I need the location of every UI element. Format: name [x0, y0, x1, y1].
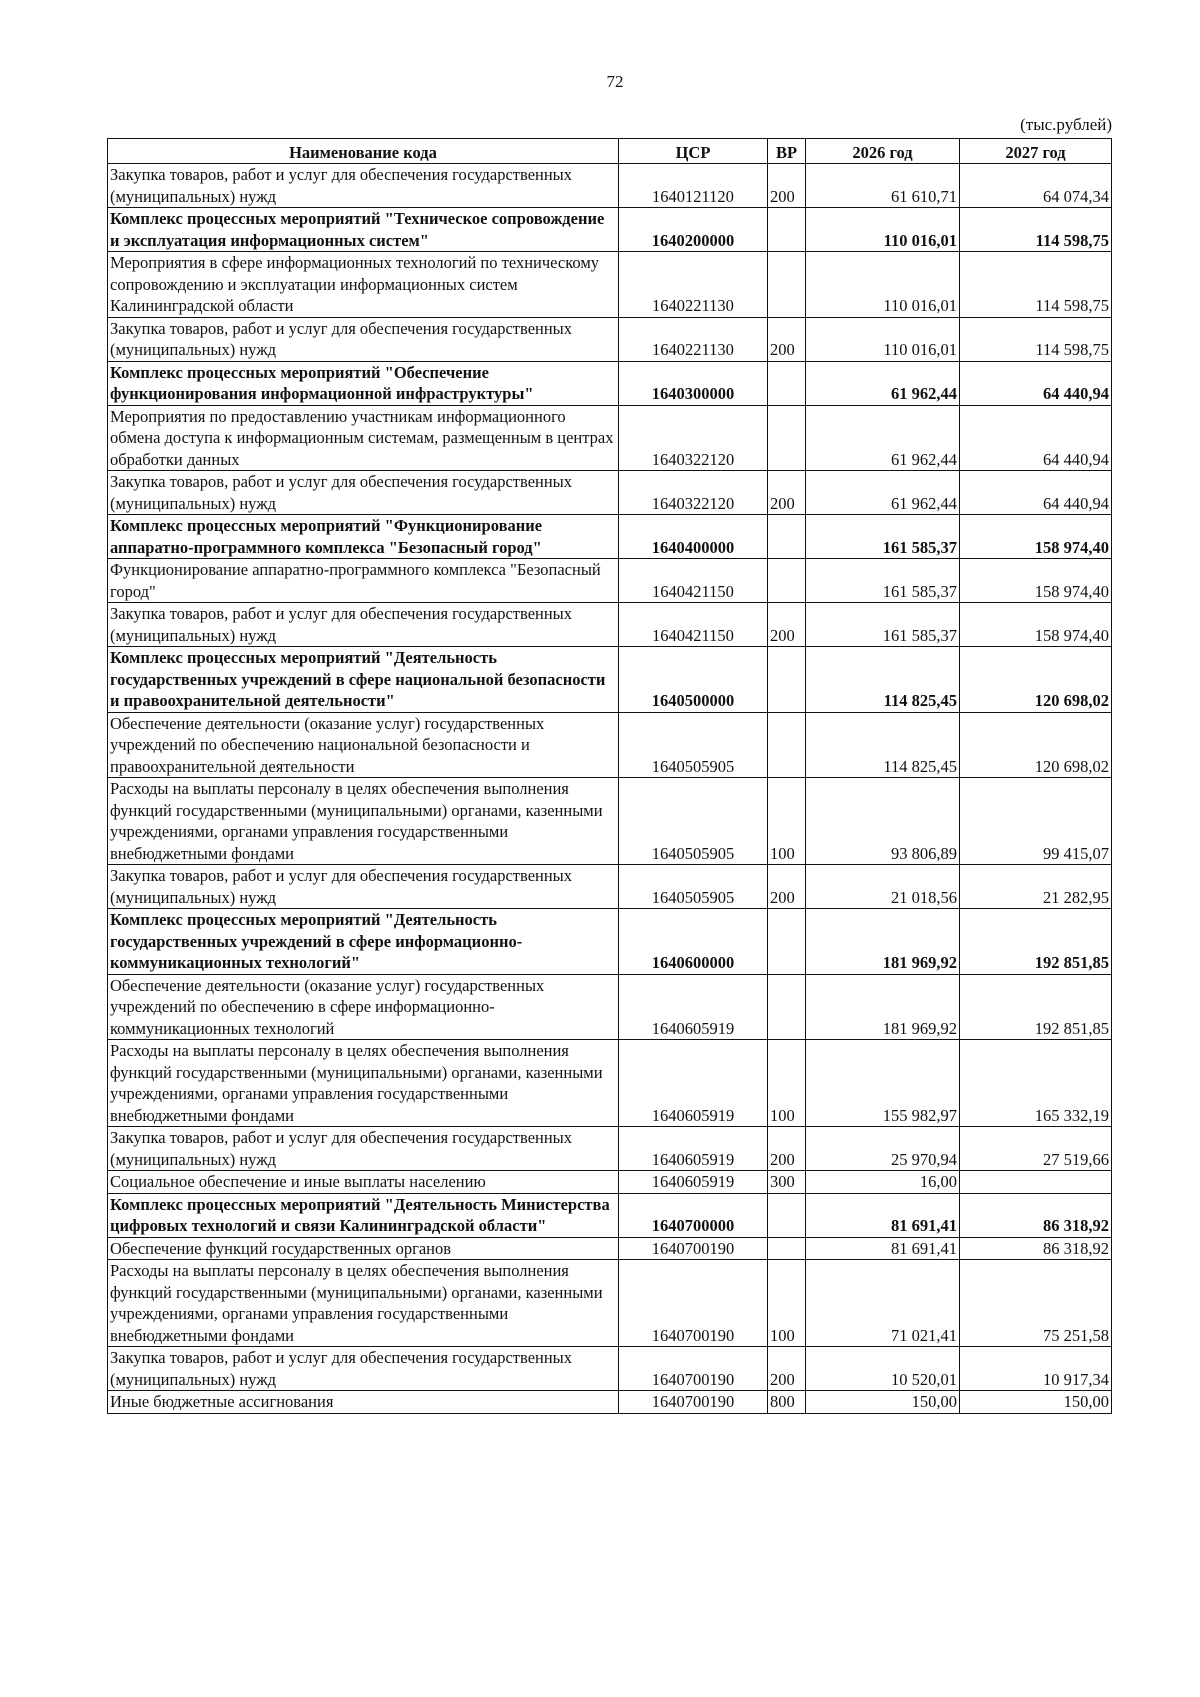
cell-2026: 16,00 — [806, 1171, 960, 1194]
cell-2026: 21 018,56 — [806, 865, 960, 909]
cell-2026: 71 021,41 — [806, 1260, 960, 1347]
cell-name: Расходы на выплаты персоналу в целях обеспечения выполнения функций государственными (муниципальными) органами, казенными учреждениями, органами управления государственными внебюджетными фондами — [108, 1260, 619, 1347]
cell-2026: 114 825,45 — [806, 712, 960, 778]
cell-2027: 158 974,40 — [960, 603, 1112, 647]
cell-csr: 1640700000 — [619, 1193, 768, 1237]
cell-name: Закупка товаров, работ и услуг для обеспечения государственных (муниципальных) нужд — [108, 1127, 619, 1171]
units-label: (тыс.рублей) — [1020, 115, 1112, 134]
cell-csr: 1640421150 — [619, 603, 768, 647]
cell-2026: 181 969,92 — [806, 909, 960, 975]
cell-name: Обеспечение деятельности (оказание услуг) государственных учреждений по обеспечению национальной безопасности и правоохранительной деятельности — [108, 712, 619, 778]
cell-2027: 64 074,34 — [960, 164, 1112, 208]
cell-vr — [768, 909, 806, 975]
cell-vr — [768, 252, 806, 318]
cell-vr: 300 — [768, 1171, 806, 1194]
cell-vr: 100 — [768, 778, 806, 865]
cell-2027: 114 598,75 — [960, 208, 1112, 252]
table-row — [108, 1237, 1112, 1260]
cell-vr — [768, 712, 806, 778]
cell-csr: 1640200000 — [619, 208, 768, 252]
cell-csr: 1640221130 — [619, 252, 768, 318]
table-row — [108, 252, 1112, 318]
cell-2027: 120 698,02 — [960, 647, 1112, 713]
cell-vr — [768, 405, 806, 471]
cell-name: Мероприятия в сфере информационных технологий по техническому сопровождению и эксплуатации информационных систем Калининградской области — [108, 252, 619, 318]
cell-vr — [768, 1237, 806, 1260]
cell-csr: 1640221130 — [619, 317, 768, 361]
table-row — [108, 208, 1112, 252]
cell-name: Функционирование аппаратно-программного комплекса "Безопасный город" — [108, 559, 619, 603]
cell-2027: 86 318,92 — [960, 1193, 1112, 1237]
header-2026: 2026 год — [806, 139, 960, 164]
cell-2027: 75 251,58 — [960, 1260, 1112, 1347]
cell-2026: 161 585,37 — [806, 559, 960, 603]
cell-2026: 114 825,45 — [806, 647, 960, 713]
header-csr: ЦСР — [619, 139, 768, 164]
table-row — [108, 515, 1112, 559]
budget-table — [107, 138, 1112, 1414]
cell-csr: 1640400000 — [619, 515, 768, 559]
cell-name: Закупка товаров, работ и услуг для обеспечения государственных (муниципальных) нужд — [108, 317, 619, 361]
cell-vr — [768, 515, 806, 559]
header-vr: ВР — [768, 139, 806, 164]
cell-vr: 800 — [768, 1391, 806, 1414]
cell-csr: 1640421150 — [619, 559, 768, 603]
cell-name: Расходы на выплаты персоналу в целях обеспечения выполнения функций государственными (муниципальными) органами, казенными учреждениями, органами управления государственными внебюджетными фондами — [108, 1040, 619, 1127]
cell-2026: 81 691,41 — [806, 1193, 960, 1237]
cell-name: Комплекс процессных мероприятий "Деятельность государственных учреждений в сфере национальной безопасности и правоохранительной деятельности" — [108, 647, 619, 713]
cell-2027: 21 282,95 — [960, 865, 1112, 909]
cell-csr: 1640605919 — [619, 1171, 768, 1194]
cell-2026: 110 016,01 — [806, 208, 960, 252]
cell-vr — [768, 559, 806, 603]
cell-csr: 1640605919 — [619, 1127, 768, 1171]
cell-2027: 192 851,85 — [960, 974, 1112, 1040]
cell-name: Закупка товаров, работ и услуг для обеспечения государственных (муниципальных) нужд — [108, 865, 619, 909]
cell-vr: 100 — [768, 1260, 806, 1347]
cell-name: Обеспечение деятельности (оказание услуг) государственных учреждений по обеспечению в сфере информационно-коммуникационных технологий — [108, 974, 619, 1040]
table-row — [108, 712, 1112, 778]
cell-name: Комплекс процессных мероприятий "Деятельность государственных учреждений в сфере информационно-коммуникационных технологий" — [108, 909, 619, 975]
cell-2026: 81 691,41 — [806, 1237, 960, 1260]
cell-2027: 114 598,75 — [960, 317, 1112, 361]
cell-name: Обеспечение функций государственных органов — [108, 1237, 619, 1260]
cell-csr: 1640300000 — [619, 361, 768, 405]
cell-2026: 61 610,71 — [806, 164, 960, 208]
table-header-row — [108, 139, 1112, 164]
cell-2026: 110 016,01 — [806, 252, 960, 318]
cell-2027: 192 851,85 — [960, 909, 1112, 975]
cell-2027: 165 332,19 — [960, 1040, 1112, 1127]
cell-csr: 1640605919 — [619, 974, 768, 1040]
cell-vr: 200 — [768, 1127, 806, 1171]
cell-2027: 86 318,92 — [960, 1237, 1112, 1260]
cell-2026: 61 962,44 — [806, 471, 960, 515]
cell-vr — [768, 208, 806, 252]
cell-vr: 100 — [768, 1040, 806, 1127]
cell-vr: 200 — [768, 865, 806, 909]
cell-2027: 99 415,07 — [960, 778, 1112, 865]
cell-name: Мероприятия по предоставлению участникам информационного обмена доступа к информационным системам, размещенным в центрах обработки данных — [108, 405, 619, 471]
cell-2027: 120 698,02 — [960, 712, 1112, 778]
table-row — [108, 1127, 1112, 1171]
cell-name: Закупка товаров, работ и услуг для обеспечения государственных (муниципальных) нужд — [108, 164, 619, 208]
cell-2027: 158 974,40 — [960, 559, 1112, 603]
cell-csr: 1640505905 — [619, 865, 768, 909]
table-row — [108, 974, 1112, 1040]
cell-vr: 200 — [768, 1347, 806, 1391]
cell-csr: 1640322120 — [619, 471, 768, 515]
cell-2027: 10 917,34 — [960, 1347, 1112, 1391]
table-row — [108, 317, 1112, 361]
table-row — [108, 1347, 1112, 1391]
table-body — [108, 164, 1112, 1414]
cell-name: Социальное обеспечение и иные выплаты населению — [108, 1171, 619, 1194]
cell-2027: 64 440,94 — [960, 471, 1112, 515]
cell-vr: 200 — [768, 471, 806, 515]
table-row — [108, 603, 1112, 647]
cell-vr: 200 — [768, 164, 806, 208]
cell-2026: 61 962,44 — [806, 405, 960, 471]
cell-csr: 1640600000 — [619, 909, 768, 975]
cell-name: Комплекс процессных мероприятий "Функционирование аппаратно-программного комплекса "Безопасный город" — [108, 515, 619, 559]
cell-2026: 161 585,37 — [806, 603, 960, 647]
cell-name: Закупка товаров, работ и услуг для обеспечения государственных (муниципальных) нужд — [108, 1347, 619, 1391]
cell-csr: 1640700190 — [619, 1391, 768, 1414]
table-row — [108, 559, 1112, 603]
cell-csr: 1640505905 — [619, 778, 768, 865]
table-row — [108, 865, 1112, 909]
cell-2027: 158 974,40 — [960, 515, 1112, 559]
cell-vr — [768, 974, 806, 1040]
cell-2026: 10 520,01 — [806, 1347, 960, 1391]
header-name: Наименование кода — [108, 139, 619, 164]
cell-name: Комплекс процессных мероприятий "Обеспечение функционирования информационной инфраструктуры" — [108, 361, 619, 405]
cell-name: Расходы на выплаты персоналу в целях обеспечения выполнения функций государственными (муниципальными) органами, казенными учреждениями, органами управления государственными внебюджетными фондами — [108, 778, 619, 865]
table-row — [108, 909, 1112, 975]
cell-csr: 1640700190 — [619, 1237, 768, 1260]
cell-name: Иные бюджетные ассигнования — [108, 1391, 619, 1414]
cell-csr: 1640322120 — [619, 405, 768, 471]
cell-csr: 1640505905 — [619, 712, 768, 778]
cell-2027: 114 598,75 — [960, 252, 1112, 318]
table-row — [108, 361, 1112, 405]
cell-name: Закупка товаров, работ и услуг для обеспечения государственных (муниципальных) нужд — [108, 471, 619, 515]
cell-vr — [768, 647, 806, 713]
table-row — [108, 647, 1112, 713]
table-row — [108, 778, 1112, 865]
cell-2026: 93 806,89 — [806, 778, 960, 865]
table-row — [108, 1391, 1112, 1414]
cell-2027: 64 440,94 — [960, 361, 1112, 405]
table-row — [108, 164, 1112, 208]
table-row — [108, 405, 1112, 471]
cell-csr: 1640121120 — [619, 164, 768, 208]
table-row — [108, 1040, 1112, 1127]
cell-2026: 150,00 — [806, 1391, 960, 1414]
cell-vr: 200 — [768, 603, 806, 647]
cell-vr — [768, 361, 806, 405]
cell-2027 — [960, 1171, 1112, 1194]
cell-2026: 110 016,01 — [806, 317, 960, 361]
cell-2026: 181 969,92 — [806, 974, 960, 1040]
page-number: 72 — [606, 72, 624, 91]
cell-name: Комплекс процессных мероприятий "Техническое сопровождение и эксплуатация информационных систем" — [108, 208, 619, 252]
cell-2026: 25 970,94 — [806, 1127, 960, 1171]
header-2027: 2027 год — [960, 139, 1112, 164]
cell-csr: 1640700190 — [619, 1260, 768, 1347]
table-row — [108, 1171, 1112, 1194]
cell-vr: 200 — [768, 317, 806, 361]
cell-2026: 155 982,97 — [806, 1040, 960, 1127]
cell-csr: 1640500000 — [619, 647, 768, 713]
cell-csr: 1640605919 — [619, 1040, 768, 1127]
cell-csr: 1640700190 — [619, 1347, 768, 1391]
cell-name: Комплекс процессных мероприятий "Деятельность Министерства цифровых технологий и связи Калининградской области" — [108, 1193, 619, 1237]
table-row — [108, 1193, 1112, 1237]
table-row — [108, 471, 1112, 515]
cell-name: Закупка товаров, работ и услуг для обеспечения государственных (муниципальных) нужд — [108, 603, 619, 647]
cell-vr — [768, 1193, 806, 1237]
table-row — [108, 1260, 1112, 1347]
cell-2026: 161 585,37 — [806, 515, 960, 559]
cell-2026: 61 962,44 — [806, 361, 960, 405]
cell-2027: 64 440,94 — [960, 405, 1112, 471]
cell-2027: 150,00 — [960, 1391, 1112, 1414]
cell-2027: 27 519,66 — [960, 1127, 1112, 1171]
